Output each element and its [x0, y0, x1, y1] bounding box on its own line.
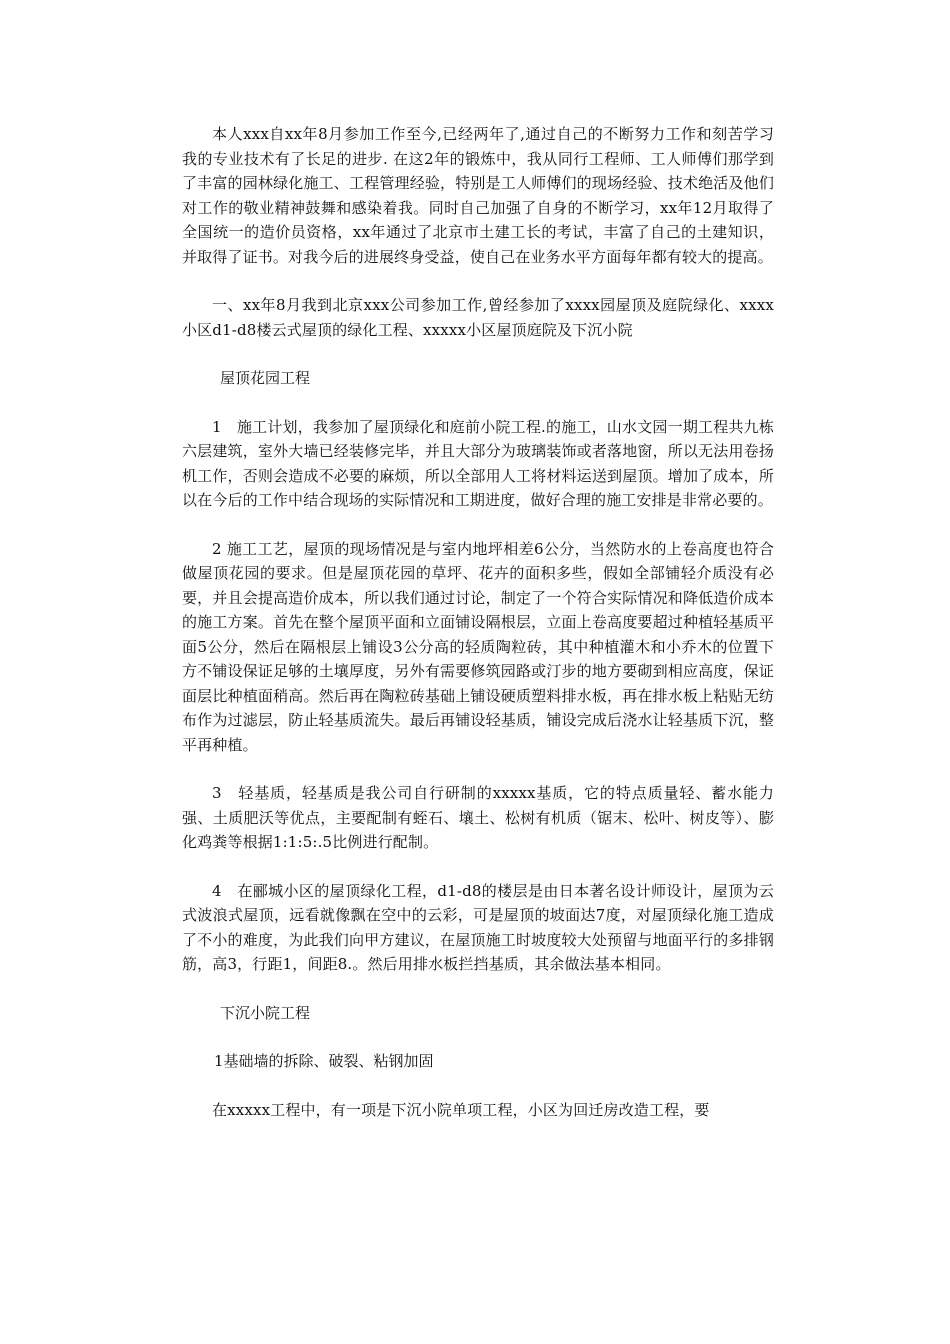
document-body — [182, 122, 774, 1146]
construction-plan-paragraph: 1 施工计划，我参加了屋顶绿化和庭前小院工程.的施工，山水文园一期工程共九栋六层建筑，室外大墙已经装修完毕，并且大部分为玻璃装饰或者落地窗，所以无法用卷扬机工作，否则会造成不必要的麻烦，所以全部用人工将材料运送到屋顶。增加了成本，所以在今后的工作中结合现场的实际情况和工期进度，做好合理的施工安排是非常必要的。 — [182, 417, 774, 509]
lijing-roof-paragraph: 4 在郦城小区的屋顶绿化工程，d1-d8的楼层是由日本著名设计师设计，屋顶为云式波浪式屋顶，远看就像飘在空中的云彩，可是屋顶的坡面达7度，对屋顶绿化施工造成了不小的难度，为此我们向甲方建议，在屋顶施工时坡度较大处预留与地面平行的多排钢筋，高3，行距1，间距8.。然后用排水板拦挡基质，其余做法基本相同。 — [182, 881, 774, 973]
sunken-yard-heading: 下沉小院工程 — [220, 1003, 311, 1022]
section-one-paragraph: 一、xx年8月我到北京xxx公司参加工作,曾经参加了xxxx园屋顶及庭院绿化、xxxx小区d1-d8楼云式屋顶的绿化工程、xxxxx小区屋顶庭院及下沉小院 — [182, 296, 774, 339]
light-substrate-paragraph: 3 轻基质，轻基质是我公司自行研制的xxxxx基质，它的特点质量轻、蓄水能力强、土质肥沃等优点，主要配制有蛭石、壤土、松树有机质（锯末、松叶、树皮等）、膨化鸡粪等根据1:1:5:.5比例进行配制。 — [182, 784, 774, 851]
foundation-wall-subheading: 1基础墙的拆除、破裂、粘钢加固 — [214, 1052, 434, 1070]
roof-garden-heading: 屋顶花园工程 — [220, 369, 311, 387]
sunken-yard-paragraph: 在xxxxx工程中，有一项是下沉小院单项工程，小区为回迁房改造工程，要 — [212, 1100, 710, 1119]
construction-process-paragraph: 2 施工工艺，屋顶的现场情况是与室内地坪相差6公分，当然防水的上卷高度也符合做屋顶花园的要求。但是屋顶花园的草坪、花卉的面积多些，假如全部铺轻介质没有必要，并且会提高造价成本，所以我们通过讨论，制定了一个符合实际情况和降低造价成本的施工方案。首先在整个屋顶平面和立面铺设隔根层，立面上卷高度要超过种植轻基质平面5公分，然后在隔根层上铺设3公分高的轻质陶粒砖，其中种植灌木和小乔木的位置下方不铺设保证足够的土壤厚度，另外有需要修筑园路或汀步的地方要砌到相应高度，保证面层比种植面稍高。然后再在陶粒砖基础上铺设硬质塑料排水板，再在排水板上粘贴无纺布作为过滤层，防止轻基质流失。最后再铺设轻基质，铺设完成后浇水让轻基质下沉，整平再种植。 — [182, 539, 774, 754]
intro-paragraph: 本人xxx自xx年8月参加工作至今,已经两年了,通过自己的不断努力工作和刻苦学习我的专业技术有了长足的进步. 在这2年的锻炼中，我从同行工程师、工人师傅们那学到了丰富的园林绿化施工、工程管理经验，特别是工人师傅们的现场经验、技术绝活及他们对工作的敬业精神鼓舞和感染着我。同时自己加强了自身的不断学习，xx年12月取得了全国统一的造价员资格，xx年通过了北京市土建工长的考试，丰富了自己的土建知识，并取得了证书。对我今后的进展终身受益，使自己在业务水平方面每年都有较大的提高。 — [182, 125, 774, 266]
